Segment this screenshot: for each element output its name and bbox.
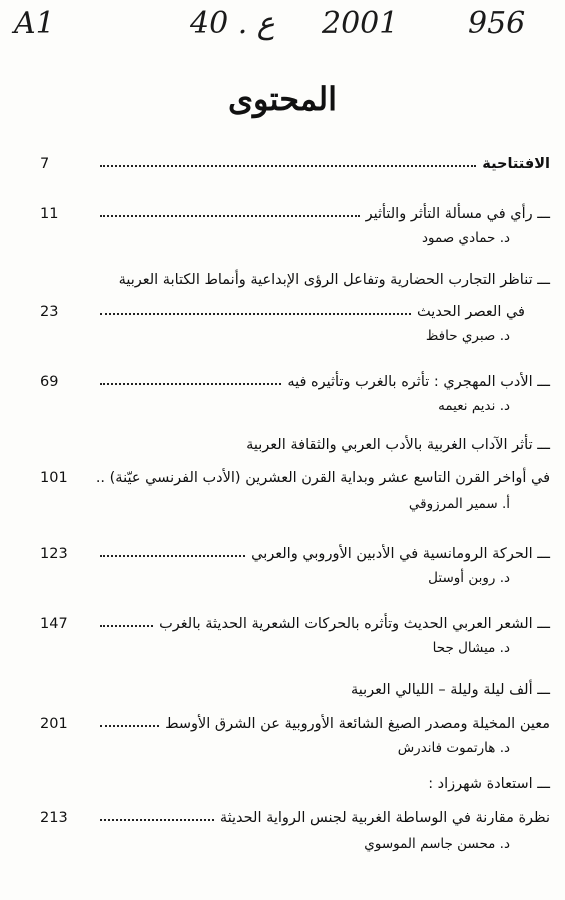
page-title: المحتوى [227,80,338,118]
toc-entry-3 [40,366,550,390]
toc-page-number: 123 [40,546,68,562]
toc-entry-title-line2: نظرة مقارنة في الوساطة الغربية لجنس الرواية الحديثة [219,810,550,826]
toc-entry-5 [40,538,550,562]
toc-entry-author: أ. سمير المرزوقي [408,496,510,512]
toc-entry-title: ـــ الحركة الرومانسية في الأدبين الأوروبي والعربي [251,546,550,562]
dot-leader [100,818,214,821]
toc-entry-author: د. حمادي صمود [422,230,510,246]
handwritten-note-d: 956 [468,6,526,41]
toc-entry-4 [40,462,550,486]
toc-entry-7 [40,708,550,732]
toc-entry-author: د. روبن أوستل [428,570,510,586]
dot-leader [100,382,281,385]
toc-entry-1 [40,198,550,222]
dot-leader [100,724,159,727]
toc-entry-author: د. صبري حافظ [425,328,510,344]
toc-page-number: 147 [40,616,68,632]
toc-entry-title-line2: في العصر الحديث [417,304,525,320]
toc-entry-opening [40,148,550,172]
toc-entry-2 [40,296,525,320]
toc-page-number: 23 [40,304,59,320]
dot-leader [100,214,360,217]
toc-entry-author: د. محسن جاسم الموسوي [364,836,510,852]
toc-entry-title-line2: في أواخر القرن التاسع عشر وبداية القرن العشرين (الأدب الفرنسي عيّنة) .. [95,470,550,486]
toc-entry-title-line1: ـــ ألف ليلة وليلة – الليالي العربية [40,682,550,698]
dot-leader [100,312,411,315]
toc-page-number: 69 [40,374,59,390]
handwritten-note-c: 2001 [322,6,399,41]
toc-page-number: 11 [40,206,59,222]
handwritten-note-a: A1 [14,6,55,41]
handwritten-note-b: 40 . ع [190,6,275,41]
toc-page-number: 213 [40,810,68,826]
dot-leader [100,554,245,557]
toc-page-number: 101 [40,470,68,486]
toc-entry-8 [40,802,550,826]
dot-leader [100,624,153,627]
toc-entry-title-line1: ـــ تناظر التجارب الحضارية وتفاعل الرؤى الإبداعية وأنماط الكتابة العربية [40,272,550,288]
toc-entry-title-line2: معين المخيلة ومصدر الصيغ الشائعة الأوروبية عن الشرق الأوسط [165,716,550,732]
toc-entry-title: الافتتاحية [482,156,550,172]
toc-entry-title: ـــ الشعر العربي الحديث وتأثره بالحركات الشعرية الحديثة بالغرب [159,616,550,632]
toc-entry-title: ـــ الأدب المهجري : تأثره بالغرب وتأثيره فيه [287,374,550,390]
toc-page-number: 201 [40,716,68,732]
toc-entry-author: د. ميشال جحا [432,640,510,656]
toc-entry-title-line1: ـــ تأثر الآداب الغربية بالأدب العربي والثقافة العربية [40,437,550,453]
toc-entry-title-line1: ـــ استعادة شهرزاد : [40,776,550,792]
dot-leader [100,164,476,167]
toc-page-number: 7 [40,156,50,172]
toc-entry-title: ـــ رأي في مسألة التأثر والتأثير [366,206,550,222]
toc-entry-6 [40,608,550,632]
toc-entry-author: د. هارتموت فاندرش [397,740,510,756]
toc-entry-author: د. نديم نعيمه [438,398,510,414]
